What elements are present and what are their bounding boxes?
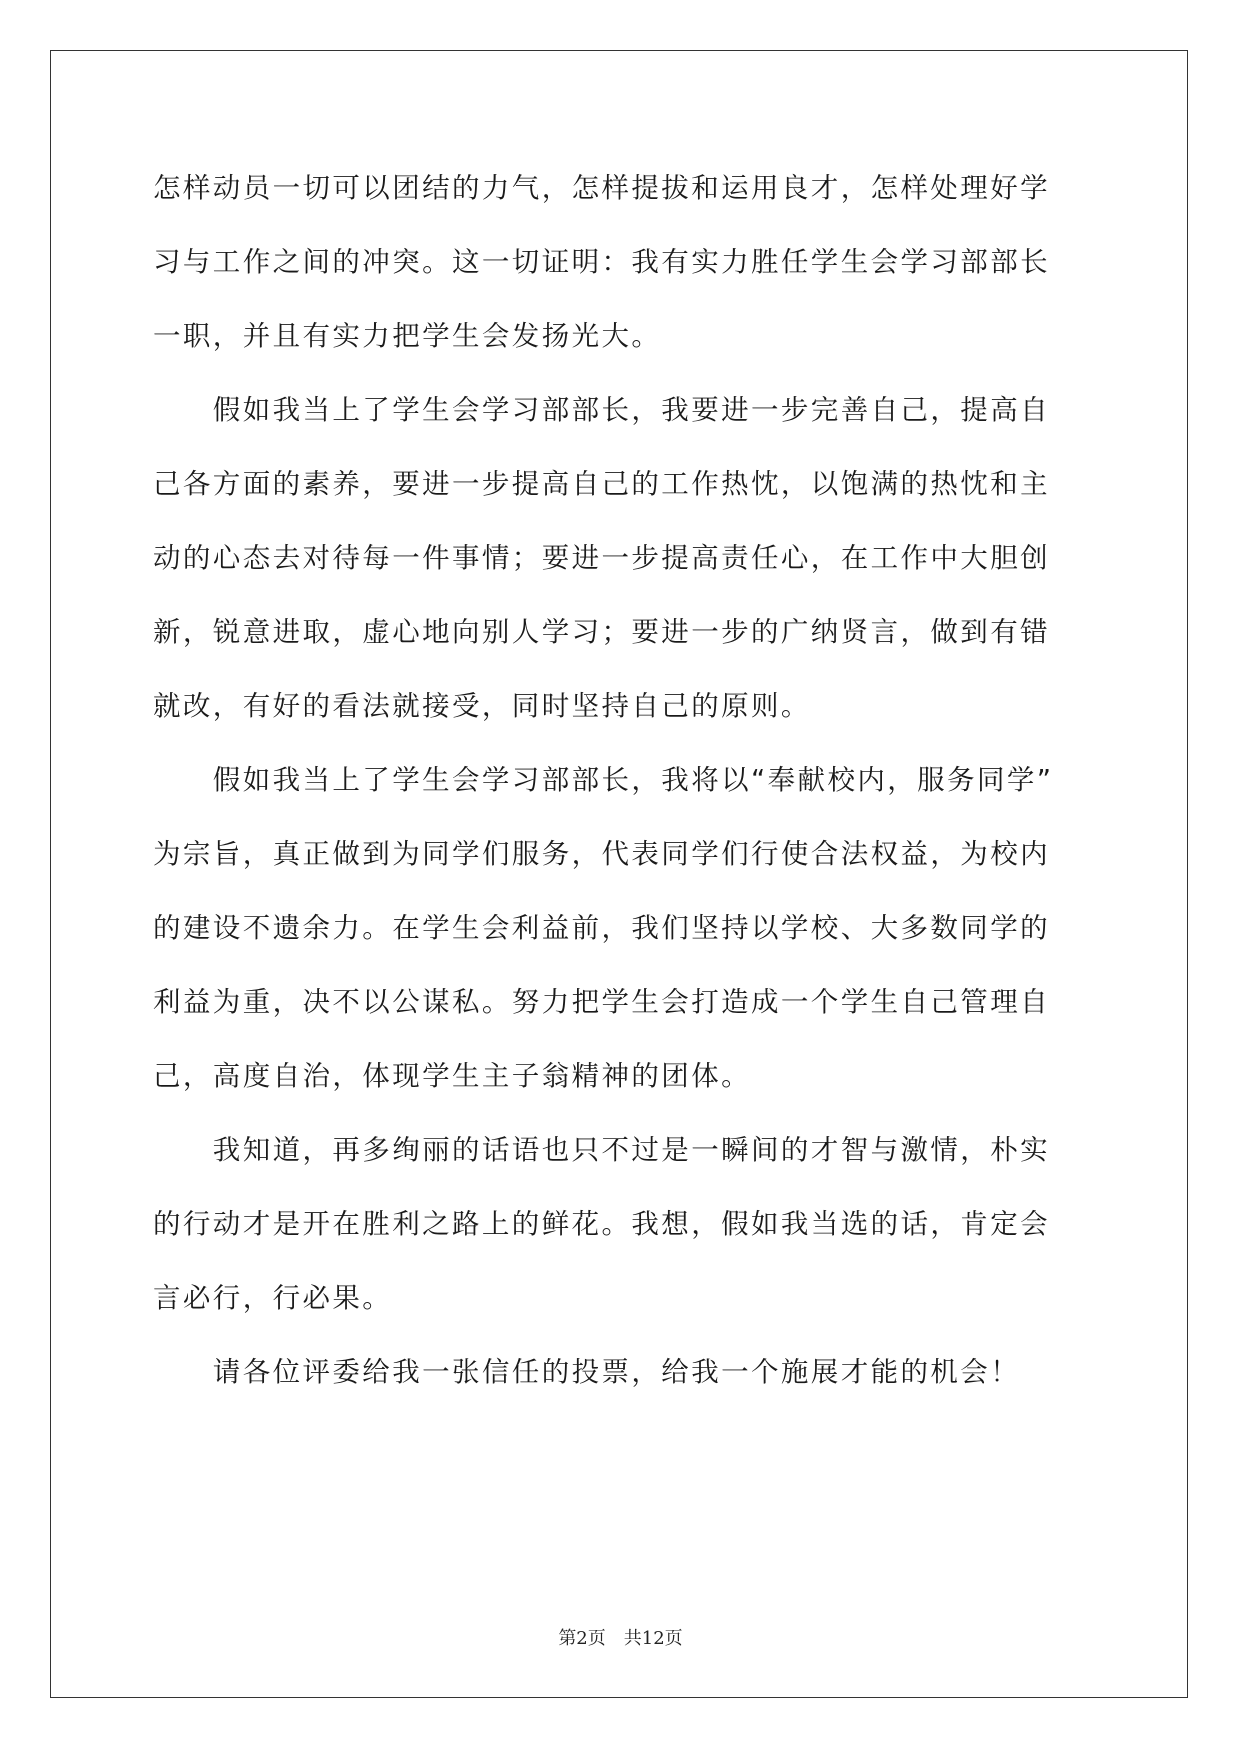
text-line: 的行动才是开在胜利之路上的鲜花。我想，假如我当选的话，肯定会 — [153, 1208, 1050, 1240]
text-line: 怎样动员一切可以团结的力气，怎样提拔和运用良才，怎样处理好学 — [153, 172, 1050, 204]
text-line: 动的心态去对待每一件事情；要进一步提高责任心，在工作中大胆创 — [153, 542, 1050, 574]
paragraph-start-line: 假如我当上了学生会学习部部长，我要进一步完善自己，提高自 — [153, 394, 1050, 426]
text-line: 的建设不遗余力。在学生会利益前，我们坚持以学校、大多数同学的 — [153, 912, 1050, 944]
text-line: 言必行，行必果。 — [153, 1282, 393, 1314]
text-line: 己各方面的素养，要进一步提高自己的工作热忱，以饱满的热忱和主 — [153, 468, 1050, 500]
page-number-footer: 第2页 共12页 — [558, 1628, 683, 1649]
paragraph-start-line: 假如我当上了学生会学习部部长，我将以“奉献校内，服务同学” — [153, 764, 1054, 796]
text-line: 就改，有好的看法就接受，同时坚持自己的原则。 — [153, 690, 811, 722]
text-line: 新，锐意进取，虚心地向别人学习；要进一步的广纳贤言，做到有错 — [153, 616, 1050, 648]
paragraph-start-line: 请各位评委给我一张信任的投票，给我一个施展才能的机会！ — [153, 1356, 1021, 1388]
text-line: 己，高度自治，体现学生主子翁精神的团体。 — [153, 1060, 751, 1092]
text-line: 一职，并且有实力把学生会发扬光大。 — [153, 320, 662, 352]
page-border — [50, 50, 1188, 1698]
paragraph-start-line: 我知道，再多绚丽的话语也只不过是一瞬间的才智与激情，朴实 — [153, 1134, 1050, 1166]
text-line: 习与工作之间的冲突。这一切证明：我有实力胜任学生会学习部部长 — [153, 246, 1050, 278]
text-line: 为宗旨，真正做到为同学们服务，代表同学们行使合法权益，为校内 — [153, 838, 1050, 870]
text-line: 利益为重，决不以公谋私。努力把学生会打造成一个学生自己管理自 — [153, 986, 1050, 1018]
